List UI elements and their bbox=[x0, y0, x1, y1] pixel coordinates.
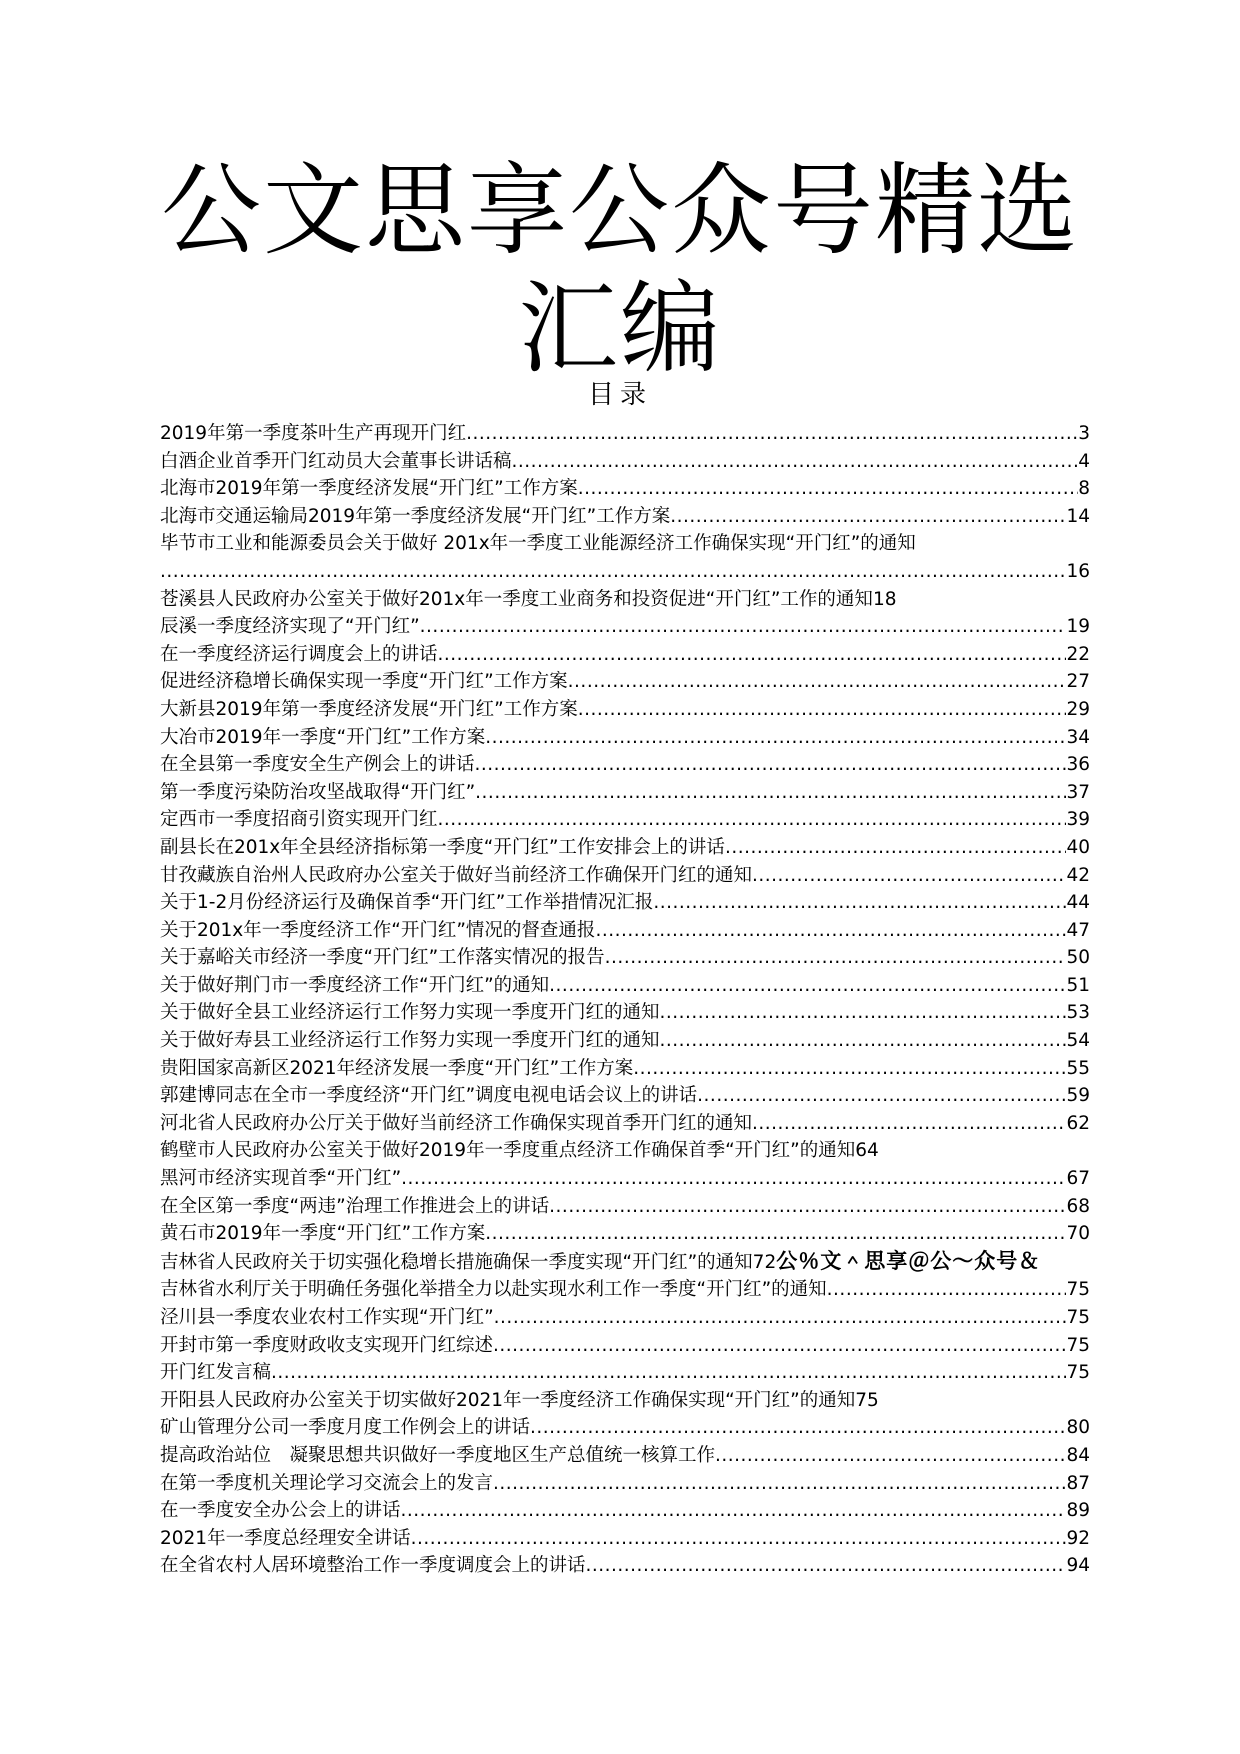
table-of-contents bbox=[160, 420, 1090, 1580]
toc-dot-leader bbox=[271, 1359, 1066, 1387]
toc-entry[interactable] bbox=[160, 1027, 1090, 1055]
toc-entry-title: 吉林省水利厅关于明确任务强化举措全力以赴实现水利工作一季度“开门红”的通知 bbox=[160, 1279, 827, 1301]
toc-entry-page: 80 bbox=[1066, 1417, 1090, 1439]
toc-entry[interactable] bbox=[160, 724, 1090, 752]
toc-entry-page: 40 bbox=[1066, 836, 1090, 858]
toc-dot-leader bbox=[827, 1276, 1067, 1304]
toc-dot-leader bbox=[670, 503, 1066, 531]
toc-entry[interactable] bbox=[160, 1552, 1090, 1580]
toc-entry-title: 2021年一季度总经理安全讲话 bbox=[160, 1527, 411, 1549]
toc-entry-page: 72 bbox=[752, 1251, 777, 1273]
toc-dot-leader bbox=[475, 779, 1066, 807]
toc-entry[interactable] bbox=[160, 1193, 1090, 1221]
toc-entry-page: 27 bbox=[1066, 671, 1090, 693]
toc-entry-title: 大新县2019年第一季度经济发展“开门红”工作方案 bbox=[160, 698, 578, 720]
toc-entry[interactable] bbox=[160, 586, 1090, 614]
toc-entry-title: 北海市交通运输局2019年第一季度经济发展“开门红”工作方案 bbox=[160, 505, 671, 527]
toc-entry[interactable] bbox=[160, 420, 1090, 448]
toc-entry[interactable] bbox=[160, 834, 1090, 862]
toc-entry-page: 54 bbox=[1066, 1030, 1090, 1052]
toc-entry-title: 第一季度污染防治攻坚战取得“开门红” bbox=[160, 781, 476, 803]
toc-entry-page: 89 bbox=[1066, 1500, 1090, 1522]
toc-entry[interactable] bbox=[160, 1220, 1090, 1248]
toc-entry[interactable] bbox=[160, 889, 1090, 917]
toc-entry-title: 关于做好荆门市一季度经济工作“开门红”的通知 bbox=[160, 974, 550, 996]
toc-entry-title: 白酒企业首季开门红动员大会董事长讲话稿 bbox=[160, 450, 512, 472]
toc-dot-leader bbox=[752, 1110, 1066, 1138]
toc-entry-page: 84 bbox=[1066, 1444, 1090, 1466]
toc-entry-title: 大冶市2019年一季度“开门红”工作方案 bbox=[160, 726, 486, 748]
toc-dot-leader bbox=[725, 834, 1067, 862]
toc-entry[interactable] bbox=[160, 641, 1090, 669]
toc-entry[interactable] bbox=[160, 862, 1090, 890]
toc-entry[interactable] bbox=[160, 696, 1090, 724]
toc-entry-page: 94 bbox=[1066, 1555, 1090, 1577]
toc-entry[interactable] bbox=[160, 779, 1090, 807]
toc-entry-page: 92 bbox=[1066, 1527, 1090, 1549]
toc-entry-title: 黄石市2019年一季度“开门红”工作方案 bbox=[160, 1223, 486, 1245]
toc-dot-leader bbox=[493, 1332, 1066, 1360]
toc-entry-page: 8 bbox=[1078, 478, 1090, 500]
toc-entry-page: 37 bbox=[1066, 781, 1090, 803]
toc-entry-page: 59 bbox=[1066, 1085, 1090, 1107]
toc-entry-title: 关于做好全县工业经济运行工作努力实现一季度开门红的通知 bbox=[160, 1002, 660, 1024]
toc-entry-page: 18 bbox=[872, 588, 897, 610]
toc-entry-title: 吉林省人民政府关于切实强化稳增长措施确保一季度实现“开门红”的通知 bbox=[160, 1251, 753, 1273]
toc-entry-title: 副县长在201x年全县经济指标第一季度“开门红”工作安排会上的讲话 bbox=[160, 836, 725, 858]
toc-entry-page: 75 bbox=[1066, 1362, 1090, 1384]
toc-entry-page: 42 bbox=[1066, 864, 1090, 886]
toc-dot-leader bbox=[401, 1165, 1066, 1193]
toc-entry-page: 64 bbox=[855, 1140, 879, 1162]
toc-entry-title: 辰溪一季度经济实现了“开门红” bbox=[160, 616, 420, 638]
toc-dot-leader bbox=[411, 1525, 1067, 1553]
toc-dot-leader bbox=[578, 475, 1078, 503]
toc-entry[interactable] bbox=[160, 1359, 1090, 1387]
toc-entry-page: 44 bbox=[1066, 892, 1090, 914]
toc-entry[interactable] bbox=[160, 503, 1090, 531]
toc-dot-leader bbox=[549, 1193, 1066, 1221]
watermark-text: 公％文＾思享＠公～众号＆ bbox=[776, 1248, 1041, 1273]
toc-entry[interactable] bbox=[160, 1525, 1090, 1553]
toc-dot-leader bbox=[653, 889, 1066, 917]
toc-entry-title: 开阳县人民政府办公室关于切实做好2021年一季度经济工作确保实现“开门红”的通知 bbox=[160, 1389, 856, 1411]
toc-dot-leader bbox=[660, 1027, 1067, 1055]
toc-entry-page: 50 bbox=[1066, 947, 1090, 969]
toc-dot-leader bbox=[485, 1220, 1066, 1248]
toc-entry-title: 关于201x年一季度经济工作“开门红”情况的督查通报 bbox=[160, 919, 596, 941]
toc-entry-title: 北海市2019年第一季度经济发展“开门红”工作方案 bbox=[160, 478, 578, 500]
toc-entry-title: 贵阳国家高新区2021年经济发展一季度“开门红”工作方案 bbox=[160, 1057, 634, 1079]
toc-entry-page: 47 bbox=[1066, 919, 1090, 941]
toc-dot-leader bbox=[586, 1552, 1067, 1580]
toc-dot-leader bbox=[578, 696, 1067, 724]
toc-dot-leader bbox=[530, 1414, 1066, 1442]
toc-entry[interactable] bbox=[160, 751, 1090, 779]
toc-entry[interactable] bbox=[160, 530, 1090, 585]
toc-entry-title: 甘孜藏族自治州人民政府办公室关于做好当前经济工作确保开门红的通知 bbox=[160, 864, 753, 886]
toc-dot-leader bbox=[633, 1055, 1066, 1083]
document-title: 公文思享公众号精选汇编 bbox=[161, 152, 1079, 387]
toc-entry-title: 定西市一季度招商引资实现开门红 bbox=[160, 809, 438, 831]
toc-entry-page: 51 bbox=[1066, 974, 1090, 996]
toc-entry-title: 苍溪县人民政府办公室关于做好201x年一季度工业商务和投资促进“开门红”工作的通知 bbox=[160, 588, 873, 610]
toc-entry-title: 在第一季度机关理论学习交流会上的发言 bbox=[160, 1472, 494, 1494]
toc-entry[interactable] bbox=[160, 1137, 1090, 1165]
toc-entry-title: 关于1-2月份经济运行及确保首季“开门红”工作举措情况汇报 bbox=[160, 892, 654, 914]
toc-entry[interactable] bbox=[160, 1470, 1090, 1498]
toc-entry-page: 16 bbox=[1066, 560, 1090, 582]
toc-entry[interactable] bbox=[160, 448, 1090, 476]
toc-entry-title: 郭建博同志在全市一季度经济“开门红”调度电视电话会议上的讲话 bbox=[160, 1085, 698, 1107]
toc-dot-leader bbox=[493, 1470, 1066, 1498]
toc-entry-page: 14 bbox=[1066, 505, 1090, 527]
toc-entry-title: 泾川县一季度农业农村工作实现“开门红” bbox=[160, 1307, 494, 1328]
toc-dot-leader bbox=[595, 917, 1066, 945]
toc-dot-leader bbox=[401, 1497, 1067, 1525]
toc-dot-leader bbox=[605, 944, 1067, 972]
toc-entry-page: 36 bbox=[1066, 754, 1090, 776]
toc-entry-title: 在全省农村人居环境整治工作一季度调度会上的讲话 bbox=[160, 1555, 586, 1577]
toc-dot-leader bbox=[438, 641, 1067, 669]
toc-entry[interactable] bbox=[160, 1082, 1090, 1110]
toc-entry-title: 鹤壁市人民政府办公室关于做好2019年一季度重点经济工作确保首季“开门红”的通知 bbox=[160, 1140, 856, 1162]
toc-entry-title: 黑河市经济实现首季“开门红” bbox=[160, 1168, 402, 1190]
toc-dot-leader bbox=[420, 613, 1067, 641]
toc-entry[interactable] bbox=[160, 999, 1090, 1027]
toc-entry-page: 75 bbox=[1066, 1334, 1090, 1356]
toc-entry[interactable] bbox=[160, 806, 1090, 834]
toc-entry[interactable] bbox=[160, 1276, 1090, 1304]
toc-entry-page: 4 bbox=[1078, 450, 1090, 472]
toc-entry-title: 2019年第一季度茶叶生产再现开门红 bbox=[160, 423, 467, 444]
toc-entry-page: 70 bbox=[1066, 1223, 1090, 1245]
toc-entry[interactable] bbox=[160, 475, 1090, 503]
toc-entry-page: 53 bbox=[1066, 1002, 1090, 1024]
toc-entry[interactable] bbox=[160, 668, 1090, 696]
toc-entry-page: 75 bbox=[855, 1389, 879, 1411]
toc-dot-leader bbox=[466, 420, 1078, 448]
toc-entry-title: 在全县第一季度安全生产例会上的讲话 bbox=[160, 754, 475, 776]
toc-entry-page: 22 bbox=[1066, 643, 1090, 665]
toc-entry[interactable] bbox=[160, 1165, 1090, 1193]
toc-dot-leader bbox=[475, 751, 1067, 779]
toc-entry-page: 68 bbox=[1066, 1195, 1090, 1217]
toc-entry-title: 关于嘉峪关市经济一季度“开门红”工作落实情况的报告 bbox=[160, 947, 605, 969]
toc-entry[interactable] bbox=[160, 1055, 1090, 1083]
toc-entry-leader-line bbox=[160, 558, 1090, 586]
toc-entry-title: 开封市第一季度财政收支实现开门红综述 bbox=[160, 1334, 494, 1356]
toc-entry-title: 在一季度安全办公会上的讲话 bbox=[160, 1500, 401, 1522]
toc-dot-leader bbox=[568, 668, 1067, 696]
toc-entry[interactable] bbox=[160, 1248, 1090, 1277]
toc-entry-page: 19 bbox=[1066, 616, 1090, 638]
toc-entry[interactable] bbox=[160, 972, 1090, 1000]
toc-entry-title: 在一季度经济运行调度会上的讲话 bbox=[160, 643, 438, 665]
toc-entry[interactable] bbox=[160, 1110, 1090, 1138]
toc-entry-page: 67 bbox=[1066, 1168, 1090, 1190]
toc-entry-title: 河北省人民政府办公厅关于做好当前经济工作确保实现首季开门红的通知 bbox=[160, 1112, 753, 1134]
toc-entry[interactable] bbox=[160, 1442, 1090, 1470]
toc-entry[interactable] bbox=[160, 944, 1090, 972]
toc-dot-leader bbox=[715, 1442, 1066, 1470]
toc-entry-title: 在全区第一季度“两违”治理工作推进会上的讲话 bbox=[160, 1195, 550, 1217]
toc-entry-title: 关于做好寿县工业经济运行工作努力实现一季度开门红的通知 bbox=[160, 1030, 660, 1052]
toc-dot-leader bbox=[512, 448, 1079, 476]
toc-entry-title: 矿山管理分公司一季度月度工作例会上的讲话 bbox=[160, 1417, 531, 1439]
toc-heading: 目录 bbox=[587, 380, 652, 410]
toc-entry-page: 34 bbox=[1066, 726, 1090, 748]
toc-entry-title: 开门红发言稿 bbox=[160, 1362, 272, 1384]
toc-dot-leader bbox=[485, 724, 1066, 752]
toc-dot-leader bbox=[549, 972, 1066, 1000]
toc-entry-page: 39 bbox=[1066, 809, 1090, 831]
toc-dot-leader bbox=[438, 806, 1067, 834]
toc-entry-page: 75 bbox=[1066, 1307, 1090, 1328]
toc-entry-page: 55 bbox=[1066, 1057, 1090, 1079]
toc-entry-page: 62 bbox=[1066, 1112, 1090, 1134]
toc-entry[interactable] bbox=[160, 1304, 1090, 1332]
toc-entry[interactable] bbox=[160, 1387, 1090, 1415]
toc-entry-page: 29 bbox=[1066, 698, 1090, 720]
toc-entry[interactable] bbox=[160, 613, 1090, 641]
toc-entry-title: 提高政治站位 凝聚思想共识做好一季度地区生产总值统一核算工作 bbox=[160, 1444, 716, 1466]
toc-entry-page: 87 bbox=[1066, 1472, 1090, 1494]
toc-dot-leader bbox=[160, 558, 1066, 586]
toc-entry[interactable] bbox=[160, 1332, 1090, 1360]
toc-entry[interactable] bbox=[160, 1497, 1090, 1525]
toc-entry-title: 促进经济稳增长确保实现一季度“开门红”工作方案 bbox=[160, 671, 568, 693]
toc-dot-leader bbox=[660, 999, 1067, 1027]
toc-dot-leader bbox=[752, 862, 1066, 890]
toc-dot-leader bbox=[494, 1304, 1067, 1332]
toc-entry-page: 3 bbox=[1078, 423, 1090, 444]
toc-entry-page: 75 bbox=[1066, 1279, 1090, 1301]
toc-entry-title: 毕节市工业和能源委员会关于做好 201x年一季度工业能源经济工作确保实现“开门红”的通知 bbox=[160, 533, 916, 555]
toc-entry[interactable] bbox=[160, 1414, 1090, 1442]
toc-dot-leader bbox=[697, 1082, 1066, 1110]
toc-entry[interactable] bbox=[160, 917, 1090, 945]
